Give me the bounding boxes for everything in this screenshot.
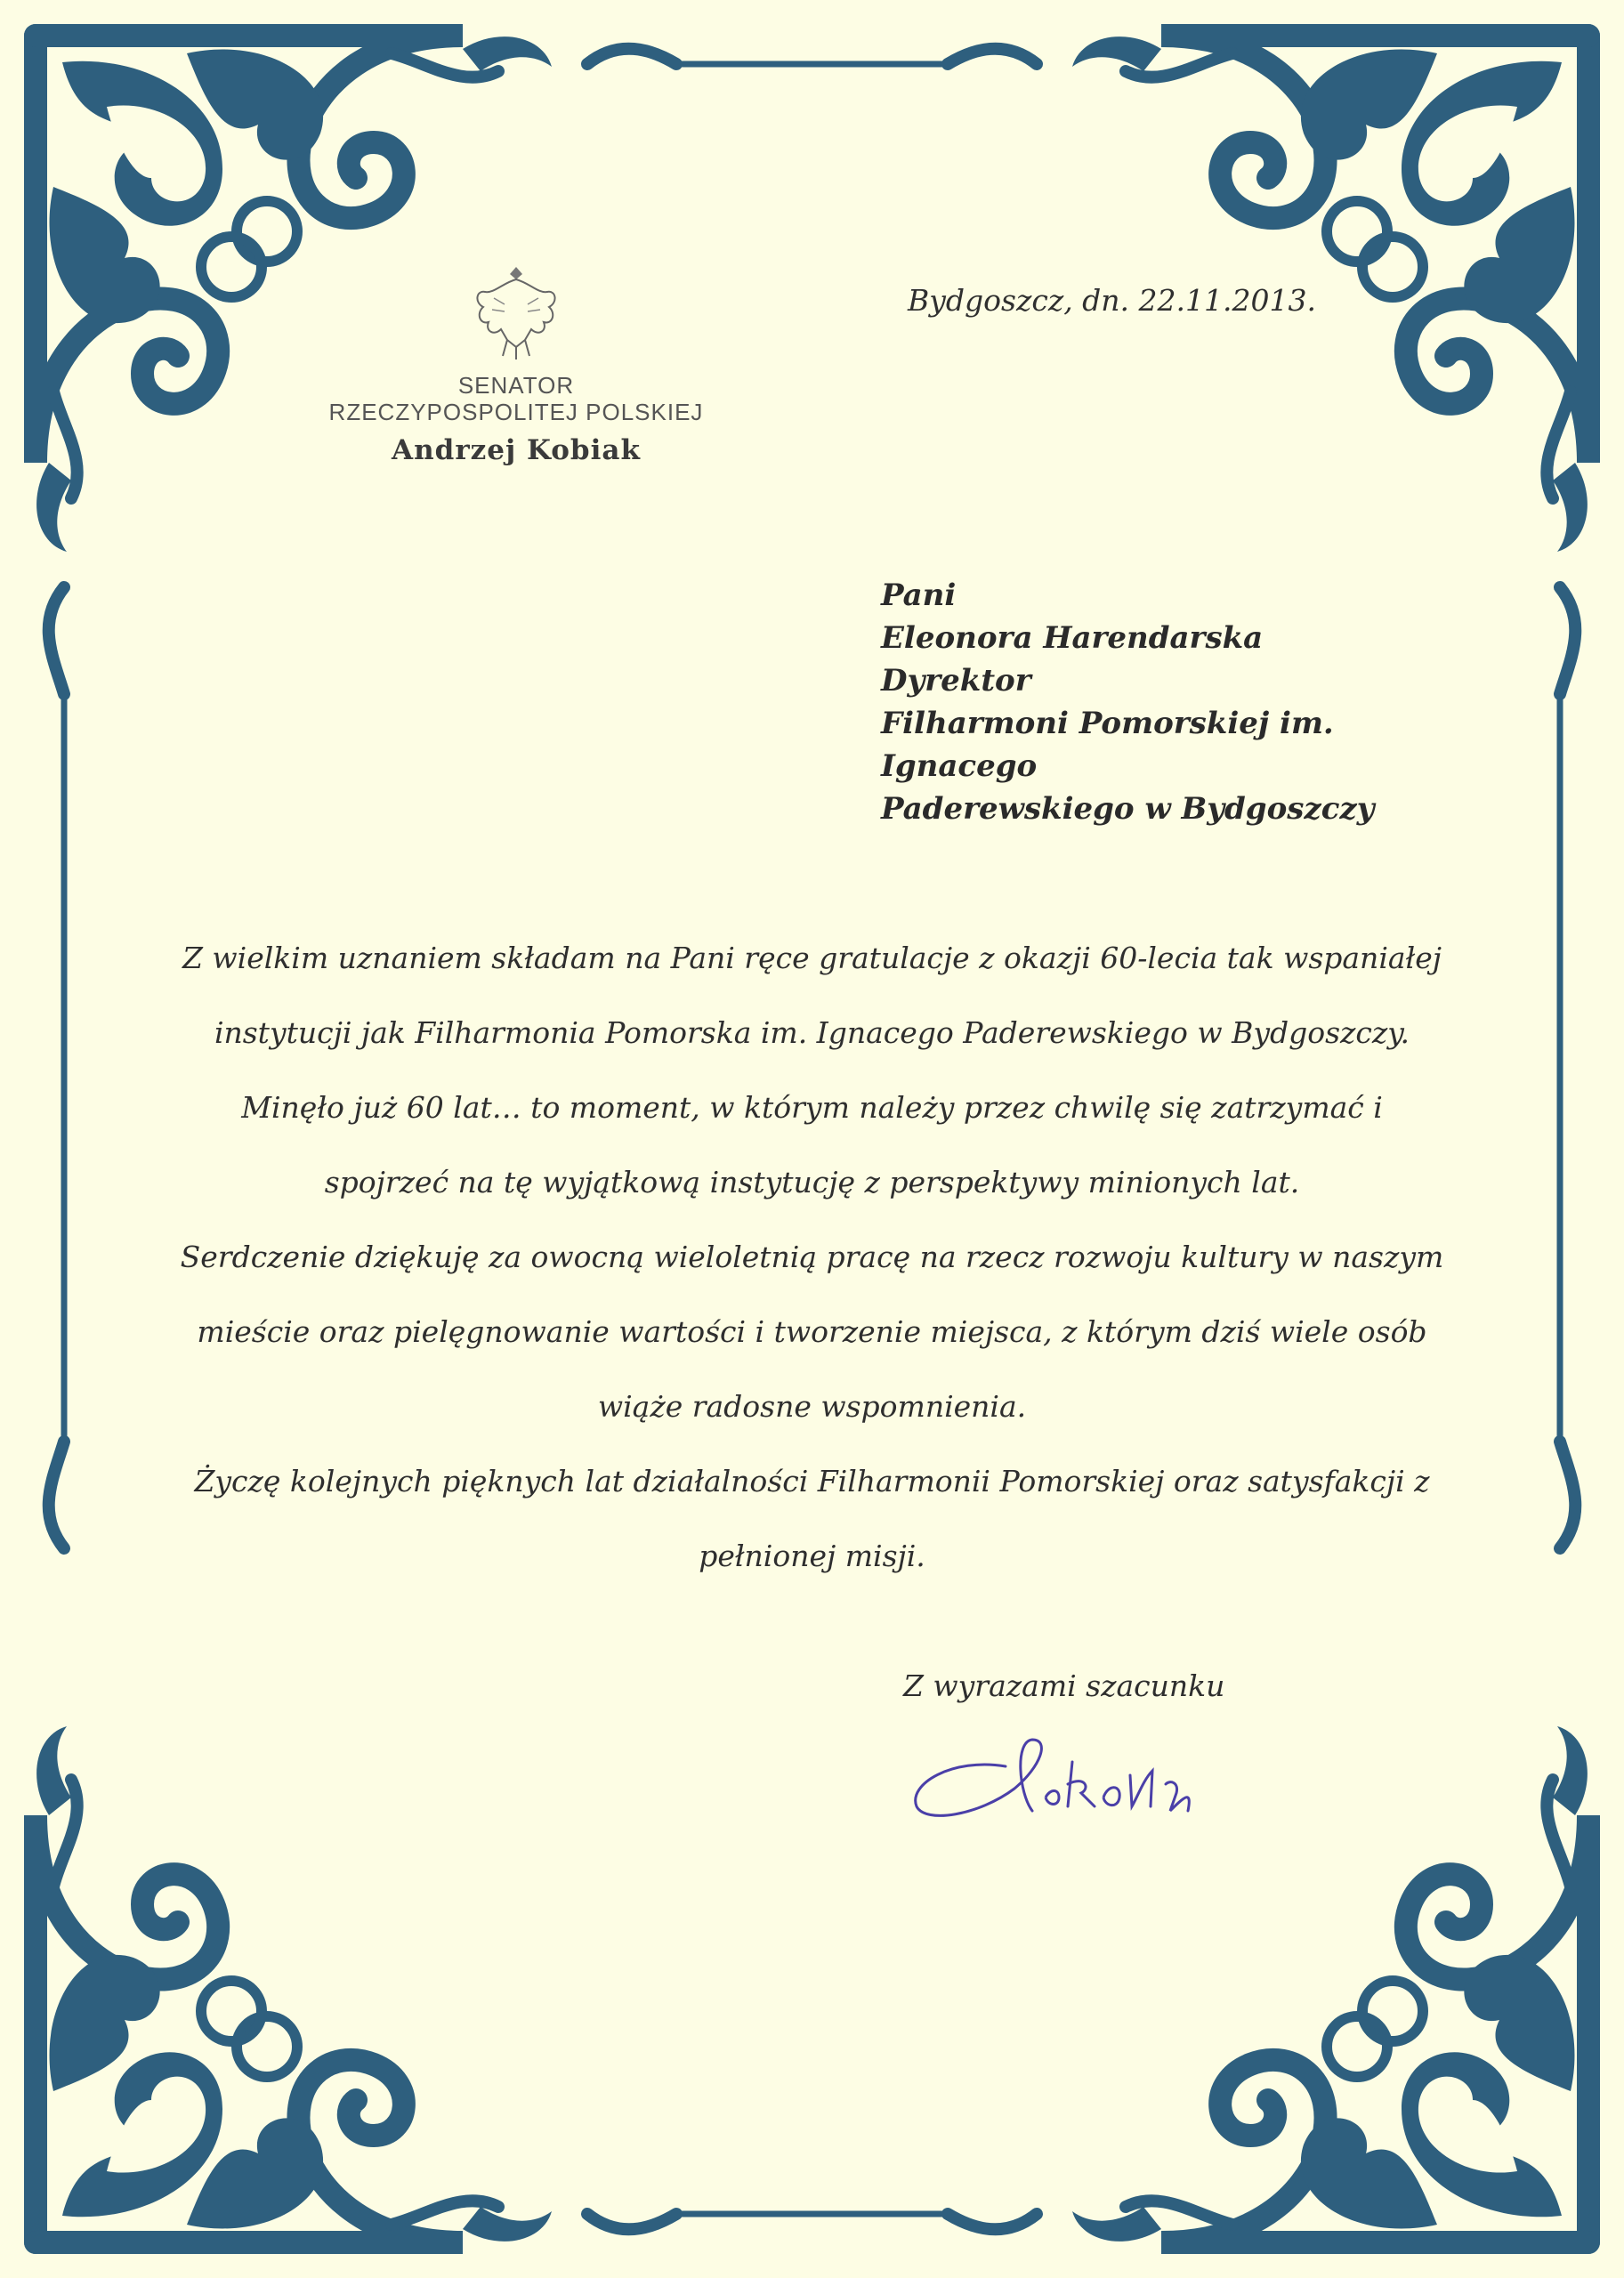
letter-date: Bydgoszcz, dn. 22.11.2013.	[908, 283, 1316, 318]
addressee-block	[881, 574, 1486, 830]
body-line: wiąże radosne wspomnienia.	[597, 1389, 1027, 1424]
letterhead	[294, 258, 739, 466]
senate-subtitle: RZECZYPOSPOLITEJ POLSKIEJ	[328, 399, 704, 425]
addressee-line: Dyrektor	[881, 663, 1031, 699]
closing-phrase: Z wyrazami szacunku	[903, 1668, 1225, 1703]
body-line: mieście oraz pielęgnowanie wartości i tworzenie miejsca, z którym dziś wiele osób	[197, 1314, 1427, 1349]
body-line: pełnionej misji.	[699, 1539, 925, 1573]
handwritten-signature	[899, 1713, 1255, 1838]
body-line: Minęło już 60 lat… to moment, w którym należy przez chwilę się zatrzymać i	[241, 1090, 1383, 1125]
senator-title: SENATOR	[457, 372, 575, 399]
addressee-line: Pani	[881, 578, 957, 613]
polish-eagle-emblem	[467, 258, 565, 365]
body-line: Z wielkim uznaniem składam na Pani ręce gratulacje z okazji 60-lecia tak wspaniałej	[182, 941, 1442, 975]
sender-name: Andrzej Kobiak	[392, 434, 641, 466]
body-line: Życzę kolejnych pięknych lat działalności Filharmonii Pomorskiej oraz satysfakcji z	[194, 1464, 1430, 1498]
addressee-line: Eleonora Harendarska	[881, 620, 1264, 656]
letter-body	[89, 921, 1535, 1594]
addressee-line: Paderewskiego w Bydgoszczy	[881, 791, 1375, 827]
body-line: Serdczenie dziękuję za owocną wieloletnią pracę na rzecz rozwoju kultury w naszym	[180, 1240, 1444, 1274]
addressee-line: Filharmoni Pomorskiej im. Ignacego	[881, 706, 1334, 784]
body-line: instytucji jak Filharmonia Pomorska im. Ignacego Paderewskiego w Bydgoszczy.	[214, 1015, 1410, 1050]
body-line: spojrzeć na tę wyjątkową instytucję z perspektywy minionych lat.	[324, 1165, 1300, 1200]
